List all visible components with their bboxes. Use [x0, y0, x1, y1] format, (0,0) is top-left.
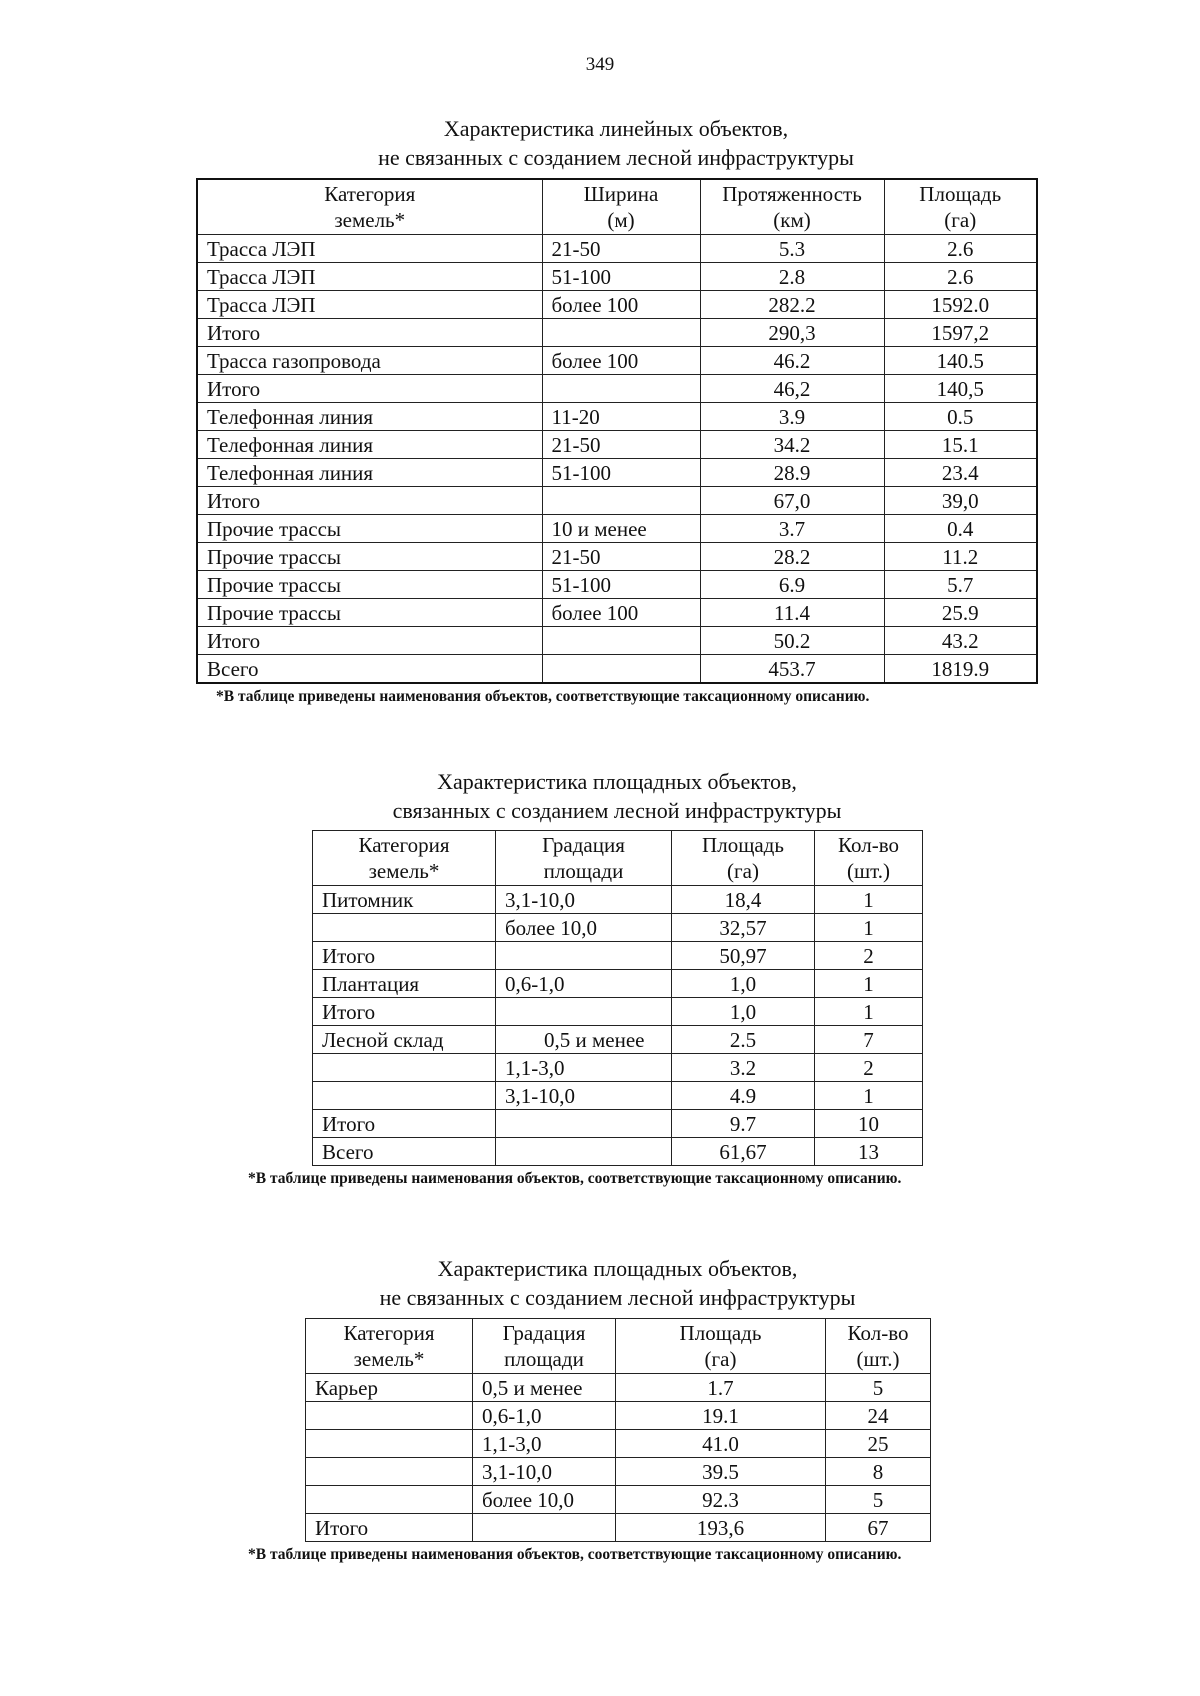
- table-row: [313, 886, 923, 914]
- table-row: [197, 319, 1037, 347]
- table-row: [313, 970, 923, 998]
- column-header-line: (га): [727, 859, 759, 883]
- table-cell: 453.7: [700, 655, 884, 684]
- table-cell: 28.9: [700, 459, 884, 487]
- column-header-line: (км): [773, 208, 811, 232]
- table-cell: Всего: [197, 655, 542, 684]
- table-cell: 0,6-1,0: [496, 970, 672, 998]
- table-cell: Трасса ЛЭП: [197, 263, 542, 291]
- table-cell: 41.0: [616, 1430, 826, 1458]
- table-cell: 19.1: [616, 1402, 826, 1430]
- table-cell: Итого: [306, 1514, 473, 1542]
- column-header-line: (шт.): [846, 859, 890, 883]
- table-cell: 0.4: [884, 515, 1037, 543]
- page-number: 349: [585, 54, 615, 75]
- table-row: [197, 543, 1037, 571]
- table-title-line: Характеристика площадных объектов,: [437, 769, 797, 794]
- table-cell: 0,6-1,0: [473, 1402, 616, 1430]
- table-title: [312, 767, 922, 825]
- table-cell: Итого: [197, 319, 542, 347]
- table-cell: 67: [826, 1514, 931, 1542]
- table-cell: [542, 655, 700, 684]
- table-cell: 61,67: [672, 1138, 815, 1166]
- table-row: [197, 263, 1037, 291]
- table-footnote: *В таблице приведены наименования объектов, соответствующие таксационному описанию.: [248, 1170, 902, 1187]
- table-cell: Итого: [313, 998, 496, 1026]
- table-cell: [542, 319, 700, 347]
- table-row: [306, 1402, 931, 1430]
- table-row: [197, 403, 1037, 431]
- table-title-line: связанных с созданием лесной инфраструктуры: [392, 798, 842, 823]
- table-cell: 1.7: [616, 1374, 826, 1402]
- table-row: [313, 1026, 923, 1054]
- table-cell: 1819.9: [884, 655, 1037, 684]
- table-cell: 2: [815, 1054, 923, 1082]
- table-cell: 11.2: [884, 543, 1037, 571]
- table-cell: 3,1-10,0: [496, 1082, 672, 1110]
- table-header-row: [306, 1319, 931, 1374]
- table-cell: более 100: [542, 599, 700, 627]
- table-cell: Итого: [197, 375, 542, 403]
- table-title-line: не связанных с созданием лесной инфраструктуры: [379, 1285, 856, 1310]
- table-cell: [542, 375, 700, 403]
- table-cell: [496, 1138, 672, 1166]
- column-header: [700, 179, 884, 235]
- table-cell: Питомник: [313, 886, 496, 914]
- table-cell: Прочие трассы: [197, 599, 542, 627]
- column-header-line: Кол-во: [838, 833, 899, 857]
- table-cell: 25: [826, 1430, 931, 1458]
- table-row: [313, 1054, 923, 1082]
- table-cell: [313, 1082, 496, 1110]
- table-cell: 28.2: [700, 543, 884, 571]
- table-row: [197, 515, 1037, 543]
- table-row: [313, 914, 923, 942]
- table-cell: 23.4: [884, 459, 1037, 487]
- table-cell: 5: [826, 1374, 931, 1402]
- table-cell: Трасса газопровода: [197, 347, 542, 375]
- table-cell: 5.3: [700, 235, 884, 263]
- table-cell: 1: [815, 998, 923, 1026]
- table-row: [197, 347, 1037, 375]
- column-header-line: Площадь: [702, 833, 784, 857]
- table-cell: [496, 1110, 672, 1138]
- table-row: [197, 599, 1037, 627]
- table-cell: 21-50: [542, 431, 700, 459]
- table-cell: 1592.0: [884, 291, 1037, 319]
- table-cell: [306, 1430, 473, 1458]
- column-header: [884, 179, 1037, 235]
- table-row: [313, 1138, 923, 1166]
- table-cell: [306, 1486, 473, 1514]
- table-cell: 2.6: [884, 263, 1037, 291]
- table-cell: 2.8: [700, 263, 884, 291]
- column-header-line: Площадь: [679, 1321, 762, 1345]
- table-cell: 51-100: [542, 459, 700, 487]
- column-header-line: земель*: [353, 1347, 425, 1371]
- table-cell: 1,1-3,0: [473, 1430, 616, 1458]
- table-cell: 46,2: [700, 375, 884, 403]
- table-cell: Плантация: [313, 970, 496, 998]
- table-title: [305, 1254, 930, 1312]
- table-cell: 193,6: [616, 1514, 826, 1542]
- table-cell: 2: [815, 942, 923, 970]
- column-header-line: Категория: [343, 1321, 435, 1345]
- table-cell: 32,57: [672, 914, 815, 942]
- table-cell: 8: [826, 1458, 931, 1486]
- column-header-line: (м): [607, 208, 635, 232]
- table-header-row: [197, 179, 1037, 235]
- table-cell: [473, 1514, 616, 1542]
- table-cell: 5.7: [884, 571, 1037, 599]
- column-header-line: земель*: [334, 208, 406, 232]
- table-cell: 46.2: [700, 347, 884, 375]
- table-cell: [496, 998, 672, 1026]
- table-row: [313, 942, 923, 970]
- table-cell: 39.5: [616, 1458, 826, 1486]
- table-cell: 3.9: [700, 403, 884, 431]
- table-title: [196, 114, 1036, 172]
- table-cell: Итого: [197, 627, 542, 655]
- table-cell: 50.2: [700, 627, 884, 655]
- table-cell: 3.2: [672, 1054, 815, 1082]
- table-cell: 2.6: [884, 235, 1037, 263]
- table-cell: 18,4: [672, 886, 815, 914]
- table-cell: Прочие трассы: [197, 571, 542, 599]
- table-cell: 1,0: [672, 998, 815, 1026]
- table-cell: 24: [826, 1402, 931, 1430]
- column-header: [616, 1319, 826, 1374]
- table-cell: 1: [815, 914, 923, 942]
- table-cell: [313, 1054, 496, 1082]
- column-header-line: Протяженность: [722, 182, 862, 206]
- table-cell: 50,97: [672, 942, 815, 970]
- column-header: [306, 1319, 473, 1374]
- table-cell: Итого: [197, 487, 542, 515]
- column-header-line: Ширина: [583, 182, 659, 206]
- area-noninfra-table: [305, 1318, 931, 1542]
- table-cell: Итого: [313, 1110, 496, 1138]
- table-cell: [542, 627, 700, 655]
- table-cell: 10: [815, 1110, 923, 1138]
- table-row: [197, 235, 1037, 263]
- table-cell: Прочие трассы: [197, 515, 542, 543]
- table-cell: 1: [815, 970, 923, 998]
- table-cell: Телефонная линия: [197, 459, 542, 487]
- table-row: [197, 571, 1037, 599]
- table-cell: 43.2: [884, 627, 1037, 655]
- table-cell: [306, 1402, 473, 1430]
- table-cell: Прочие трассы: [197, 543, 542, 571]
- column-header-line: Категория: [358, 833, 450, 857]
- column-header-line: Градация: [542, 833, 625, 857]
- table-cell: 9.7: [672, 1110, 815, 1138]
- table-cell: 67,0: [700, 487, 884, 515]
- table-row: [197, 487, 1037, 515]
- table-row: [306, 1486, 931, 1514]
- table-row: [197, 375, 1037, 403]
- table-cell: Трасса ЛЭП: [197, 291, 542, 319]
- table-cell: 11.4: [700, 599, 884, 627]
- table-cell: более 10,0: [496, 914, 672, 942]
- table-cell: 0,5 и менее: [473, 1374, 616, 1402]
- table-cell: 7: [815, 1026, 923, 1054]
- table-cell: 34.2: [700, 431, 884, 459]
- table-row: [313, 1110, 923, 1138]
- table-footnote: *В таблице приведены наименования объектов, соответствующие таксационному описанию.: [248, 1546, 902, 1563]
- table-cell: 2.5: [672, 1026, 815, 1054]
- table-cell: 39,0: [884, 487, 1037, 515]
- table-row: [197, 655, 1037, 684]
- table-cell: 1: [815, 886, 923, 914]
- table-cell: 0,5 и менее: [496, 1026, 672, 1054]
- table-row: [197, 431, 1037, 459]
- table-row: [306, 1374, 931, 1402]
- table-cell: 51-100: [542, 263, 700, 291]
- table-cell: 21-50: [542, 543, 700, 571]
- table-cell: более 10,0: [473, 1486, 616, 1514]
- section-area-noninfra: [248, 1254, 930, 1564]
- table-cell: 290,3: [700, 319, 884, 347]
- table-cell: 140.5: [884, 347, 1037, 375]
- table-cell: 10 и менее: [542, 515, 700, 543]
- table-cell: 1: [815, 1082, 923, 1110]
- table-cell: Карьер: [306, 1374, 473, 1402]
- area-infra-table: [312, 830, 923, 1166]
- table-footnote: *В таблице приведены наименования объектов, соответствующие таксационному описанию.: [216, 688, 870, 705]
- column-header: [815, 831, 923, 886]
- column-header: [197, 179, 542, 235]
- table-cell: Телефонная линия: [197, 431, 542, 459]
- table-cell: 3,1-10,0: [473, 1458, 616, 1486]
- table-cell: 140,5: [884, 375, 1037, 403]
- table-cell: 6.9: [700, 571, 884, 599]
- section-linear-objects: [196, 114, 1036, 706]
- table-cell: Телефонная линия: [197, 403, 542, 431]
- table-cell: 92.3: [616, 1486, 826, 1514]
- table-cell: 1,1-3,0: [496, 1054, 672, 1082]
- column-header-line: Категория: [324, 182, 416, 206]
- table-cell: 51-100: [542, 571, 700, 599]
- table-cell: 1597,2: [884, 319, 1037, 347]
- table-cell: Лесной склад: [313, 1026, 496, 1054]
- column-header: [473, 1319, 616, 1374]
- column-header: [496, 831, 672, 886]
- table-cell: Всего: [313, 1138, 496, 1166]
- column-header: [542, 179, 700, 235]
- column-header: [826, 1319, 931, 1374]
- column-header-line: (шт.): [856, 1347, 900, 1371]
- table-title-line: не связанных с созданием лесной инфраструктуры: [378, 145, 854, 170]
- table-cell: более 100: [542, 347, 700, 375]
- table-cell: 11-20: [542, 403, 700, 431]
- table-row: [313, 1082, 923, 1110]
- table-row: [306, 1458, 931, 1486]
- column-header-line: (га): [944, 208, 977, 232]
- table-row: [197, 291, 1037, 319]
- table-cell: 0.5: [884, 403, 1037, 431]
- table-cell: 3,1-10,0: [496, 886, 672, 914]
- column-header-line: площади: [543, 859, 624, 883]
- table-cell: [313, 914, 496, 942]
- table-cell: [496, 942, 672, 970]
- section-area-infra: [248, 767, 922, 1188]
- table-cell: [306, 1458, 473, 1486]
- table-row: [306, 1430, 931, 1458]
- linear-objects-table: [196, 178, 1038, 684]
- table-cell: 1,0: [672, 970, 815, 998]
- column-header-line: земель*: [368, 859, 440, 883]
- column-header-line: (га): [704, 1347, 737, 1371]
- table-row: [313, 998, 923, 1026]
- table-cell: Итого: [313, 942, 496, 970]
- table-cell: 3.7: [700, 515, 884, 543]
- column-header-line: площади: [504, 1347, 584, 1371]
- column-header: [313, 831, 496, 886]
- table-header-row: [313, 831, 923, 886]
- table-cell: 21-50: [542, 235, 700, 263]
- table-cell: [542, 487, 700, 515]
- table-cell: Трасса ЛЭП: [197, 235, 542, 263]
- table-cell: 5: [826, 1486, 931, 1514]
- table-cell: 13: [815, 1138, 923, 1166]
- table-cell: более 100: [542, 291, 700, 319]
- column-header-line: Площадь: [919, 182, 1002, 206]
- column-header: [672, 831, 815, 886]
- table-row: [306, 1514, 931, 1542]
- table-title-line: Характеристика линейных объектов,: [443, 116, 789, 141]
- column-header-line: Кол-во: [847, 1321, 909, 1345]
- table-cell: 4.9: [672, 1082, 815, 1110]
- table-row: [197, 459, 1037, 487]
- table-cell: 25.9: [884, 599, 1037, 627]
- table-title-line: Характеристика площадных объектов,: [437, 1256, 798, 1281]
- table-cell: 15.1: [884, 431, 1037, 459]
- table-cell: 282.2: [700, 291, 884, 319]
- table-row: [197, 627, 1037, 655]
- column-header-line: Градация: [502, 1321, 586, 1345]
